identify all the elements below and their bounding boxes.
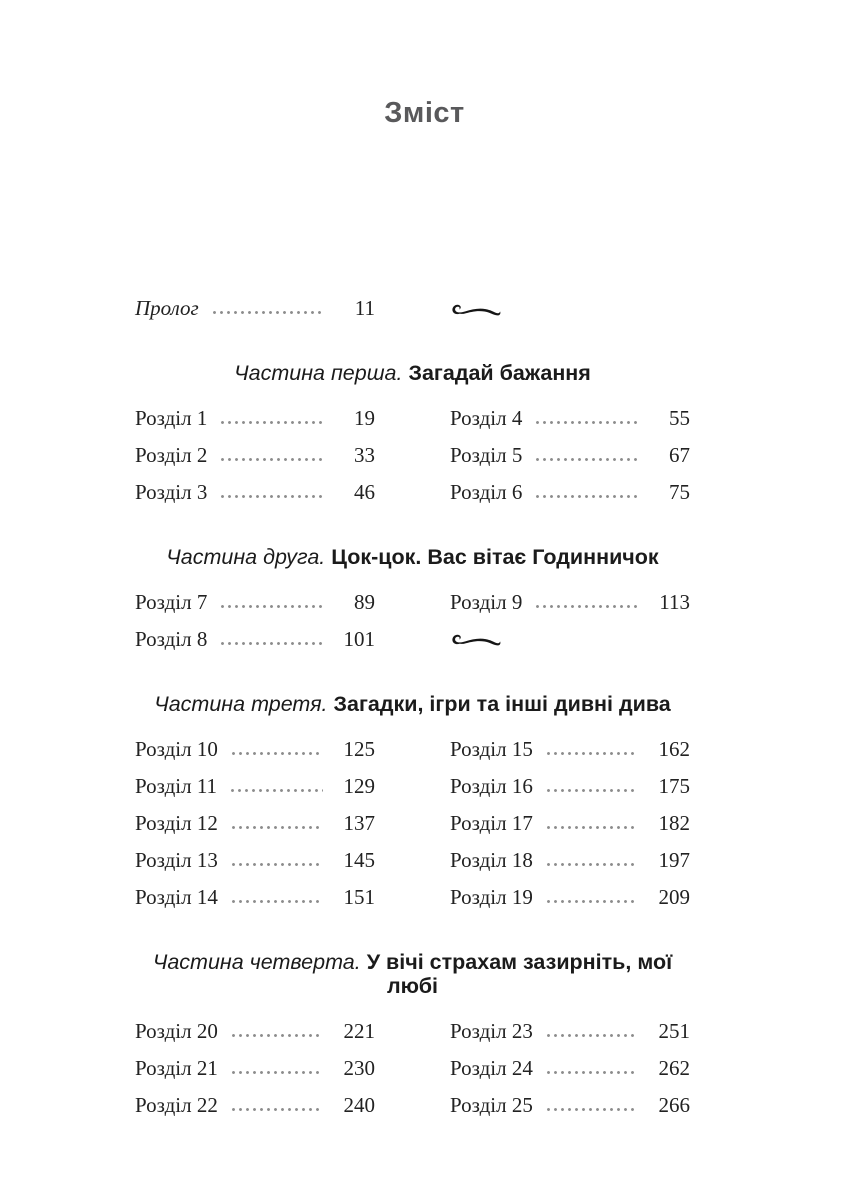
page-number: 33 [354, 443, 375, 467]
part-number-label: Частина перша. [234, 361, 403, 385]
dot-leader [230, 899, 323, 904]
dot-leader [230, 1070, 323, 1075]
toc-entry [450, 407, 690, 430]
chapter-label: Розділ 15 [450, 737, 533, 761]
swash-ornament-icon [450, 629, 504, 650]
dot-leader [219, 457, 323, 462]
dot-leader [545, 1070, 638, 1075]
toc-entry [450, 444, 690, 467]
chapter-label: Розділ 18 [450, 848, 533, 872]
toc-entry [135, 886, 375, 909]
toc-entry [135, 1057, 375, 1080]
part-title-label: Загадки, ігри та інші дивні дива [333, 692, 671, 716]
part-title-label: Загадай бажання [408, 361, 591, 385]
toc-entry [450, 1057, 690, 1080]
page-number: 75 [669, 480, 690, 504]
dot-leader [230, 751, 323, 756]
dot-leader [534, 604, 638, 609]
chapter-label: Розділ 9 [450, 590, 523, 614]
page-number: 182 [658, 811, 690, 835]
prologue-column [135, 297, 375, 334]
page-number: 11 [354, 296, 375, 320]
part-section-3 [135, 692, 690, 923]
toc-entry [450, 886, 690, 909]
toc-entry [135, 407, 375, 430]
left-column [135, 738, 375, 923]
right-column [450, 407, 690, 518]
page-number: 230 [343, 1056, 375, 1080]
dot-leader [545, 788, 638, 793]
dot-leader [219, 420, 323, 425]
page-number: 125 [343, 737, 375, 761]
dot-leader [545, 862, 638, 867]
chapter-label: Розділ 13 [135, 848, 218, 872]
chapter-label: Розділ 21 [135, 1056, 218, 1080]
right-column [450, 1020, 690, 1131]
ornament-column [450, 297, 690, 334]
dot-leader [534, 420, 638, 425]
chapter-label: Розділ 23 [450, 1019, 533, 1043]
dot-leader [545, 1107, 638, 1112]
page-number: 151 [343, 885, 375, 909]
page-title: Зміст [384, 97, 465, 129]
dot-leader [230, 1107, 323, 1112]
toc-entry [135, 628, 375, 651]
toc-entry [135, 444, 375, 467]
page-number: 175 [658, 774, 690, 798]
dot-leader [230, 1033, 323, 1038]
chapter-label: Розділ 1 [135, 406, 208, 430]
toc-entry [450, 481, 690, 504]
page-number: 46 [354, 480, 375, 504]
chapter-label: Розділ 11 [135, 774, 218, 798]
dot-leader [211, 310, 323, 315]
part-section-2 [135, 545, 690, 665]
chapter-label: Пролог [135, 296, 199, 320]
right-column [450, 738, 690, 923]
part-section-1 [135, 361, 690, 518]
dot-leader [219, 494, 323, 499]
chapter-label: Розділ 2 [135, 443, 208, 467]
swash-ornament-icon [450, 299, 504, 320]
toc-entry [135, 481, 375, 504]
ornament-row [450, 628, 690, 651]
left-column [135, 1020, 375, 1131]
chapter-label: Розділ 7 [135, 590, 208, 614]
toc-entry [135, 1094, 375, 1117]
chapter-label: Розділ 3 [135, 480, 208, 504]
dot-leader [219, 641, 323, 646]
page-number: 209 [658, 885, 690, 909]
dot-leader [229, 788, 323, 793]
dot-leader [534, 494, 638, 499]
dot-leader [534, 457, 638, 462]
chapter-label: Розділ 19 [450, 885, 533, 909]
part-title-label: Цок-цок. Вас вітає Годинничок [331, 545, 659, 569]
toc-entry [450, 738, 690, 761]
toc-entry [450, 591, 690, 614]
page-number: 251 [658, 1019, 690, 1043]
chapter-label: Розділ 20 [135, 1019, 218, 1043]
chapter-label: Розділ 6 [450, 480, 523, 504]
chapter-label: Розділ 16 [450, 774, 533, 798]
toc-entry [450, 1020, 690, 1043]
part-section-4 [135, 950, 690, 1131]
chapter-label: Розділ 10 [135, 737, 218, 761]
dot-leader [230, 862, 323, 867]
toc-entry [135, 591, 375, 614]
chapter-label: Розділ 14 [135, 885, 218, 909]
left-column [135, 591, 375, 665]
part-number-label: Частина четверта. [152, 950, 361, 974]
toc-entry [450, 849, 690, 872]
toc-entry [135, 812, 375, 835]
left-column [135, 407, 375, 518]
toc-entry [135, 297, 375, 320]
page-number: 145 [343, 848, 375, 872]
dot-leader [545, 1033, 638, 1038]
chapter-label: Розділ 12 [135, 811, 218, 835]
page-number: 221 [343, 1019, 375, 1043]
chapter-columns [135, 407, 690, 518]
toc-entry [135, 738, 375, 761]
page-number: 101 [343, 627, 375, 651]
toc-entry [450, 812, 690, 835]
dot-leader [219, 604, 323, 609]
part-number-label: Частина друга. [166, 545, 326, 569]
chapter-label: Розділ 4 [450, 406, 523, 430]
chapter-label: Розділ 17 [450, 811, 533, 835]
toc-entry [135, 1020, 375, 1043]
chapter-label: Розділ 5 [450, 443, 523, 467]
chapter-label: Розділ 8 [135, 627, 208, 651]
chapter-columns [135, 738, 690, 923]
page-number: 266 [658, 1093, 690, 1117]
chapter-label: Розділ 25 [450, 1093, 533, 1117]
toc-entry [450, 1094, 690, 1117]
page-number: 162 [658, 737, 690, 761]
right-column [450, 591, 690, 665]
toc-entry [450, 775, 690, 798]
dot-leader [545, 899, 638, 904]
part-heading [135, 692, 690, 716]
part-heading [135, 950, 690, 998]
page-number: 137 [343, 811, 375, 835]
page-number: 240 [343, 1093, 375, 1117]
chapter-columns [135, 1020, 690, 1131]
page-number: 262 [658, 1056, 690, 1080]
page-number: 67 [669, 443, 690, 467]
toc-entry [135, 849, 375, 872]
dot-leader [545, 825, 638, 830]
page-number: 19 [354, 406, 375, 430]
toc-entry [135, 775, 375, 798]
toc-content [135, 297, 690, 1131]
page-number: 129 [343, 774, 375, 798]
part-heading [135, 545, 690, 569]
part-heading [135, 361, 690, 385]
chapter-label: Розділ 22 [135, 1093, 218, 1117]
page-number: 197 [658, 848, 690, 872]
dot-leader [230, 825, 323, 830]
part-title-label: У вічі страхам зазирніть, мої любі [366, 950, 673, 998]
page-number: 113 [659, 590, 690, 614]
chapter-label: Розділ 24 [450, 1056, 533, 1080]
dot-leader [545, 751, 638, 756]
chapter-columns [135, 591, 690, 665]
page-number: 89 [354, 590, 375, 614]
prologue-section [135, 297, 690, 334]
part-number-label: Частина третя. [154, 692, 328, 716]
page-number: 55 [669, 406, 690, 430]
